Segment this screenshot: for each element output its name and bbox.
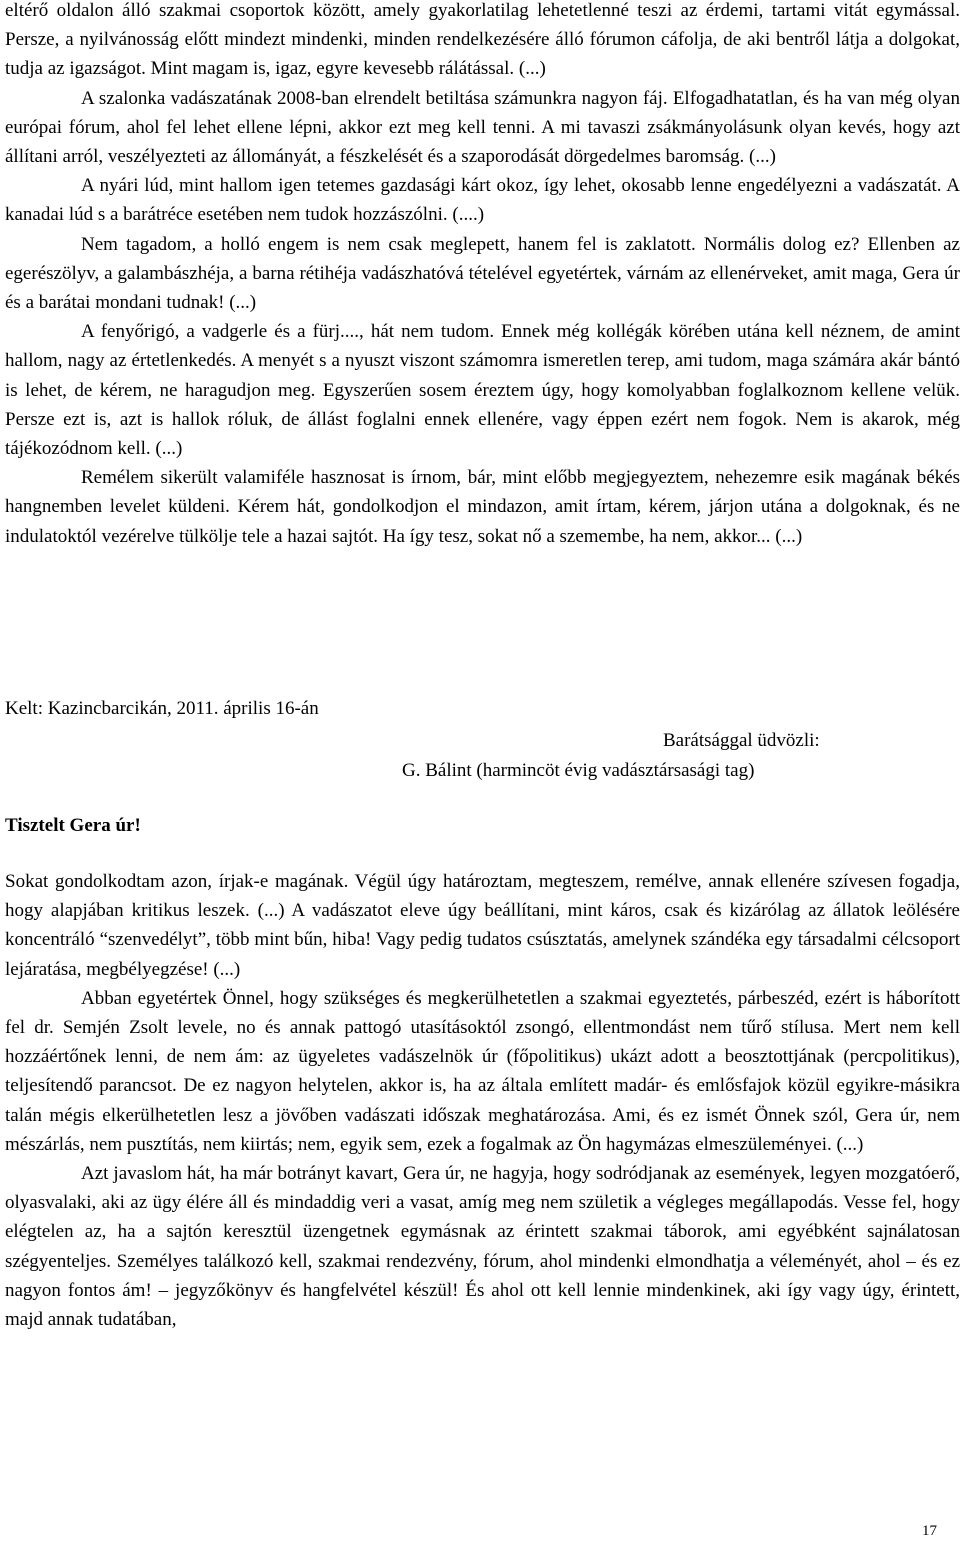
letter1-paragraph-4: Nem tagadom, a holló engem is nem csak meglepett, hanem fel is zaklatott. Normális dolog ez? Ellenben az egerészölyv, a galambászhéja, a barna rétihéja vadászhatóvá tételével egyetértek, várnám az ellenérveket, amit maga, Gera úr és a barátai mondani tudnak! (...) bbox=[5, 233, 960, 314]
letter2-salutation: Tisztelt Gera úr! bbox=[5, 815, 141, 836]
letter1-paragraph-3: A nyári lúd, mint hallom igen tetemes gazdasági kárt okoz, így lehet, okosabb lenne engedélyezni a vadászatát. A kanadai lúd s a barátréce esetében nem tudok hozzászólni. (....) bbox=[5, 175, 960, 226]
letter2-paragraph-1: Sokat gondolkodtam azon, írjak-e magának. Végül úgy határoztam, megteszem, remélve, annak ellenére szívesen fogadja, hogy alapjában kritikus leszek. (...) A vadászatot eleve úgy beállítani, mint káros, csak és kizárólag az állatok leölésére koncentráló “szenvedélyt”, több mint bűn, hiba! Vagy pedig tudatos csúsztatás, amelynek szándéka egy társadalmi célcsoport lejáratása, megbélyegzése! (...) bbox=[5, 871, 960, 980]
letter1-closing: Barátsággal üdvözli: bbox=[663, 730, 820, 751]
letter2-paragraph-2: Abban egyetértek Önnel, hogy szükséges és megkerülhetetlen a szakmai egyeztetés, párbeszéd, ezért is háborított fel dr. Semjén Zsolt levele, no és annak pattogó utasításoktól zsongó, ellentmondást nem tűrő stílusa. Mert nem kell hozzáértőnek lenni, de nem ám: az ügyeletes vadászelnök úr (főpolitikus) ukázt adott a beosztottjának (percpolitikus), teljesítendő parancsot. De ez nagyon helytelen, akkor is, ha az általa említett madár- és emlősfajok közül egyikre-másikra talán mégis elkerülhetetlen lesz a jövőben vadászati időszak meghatározása. Ami, és ez ismét Önnek szól, Gera úr, nem mészárlás, nem pusztítás, nem kiirtás; nem, egyik sem, ezek a fogalmak az Ön hagymázas elmeszüleményei. (...) bbox=[5, 987, 960, 1155]
letter1-signature: G. Bálint (harmincöt évig vadásztársasági tag) bbox=[402, 760, 755, 781]
letter2-paragraph-3: Azt javaslom hát, ha már botrányt kavart, Gera úr, ne hagyja, hogy sodródjanak az események, legyen mozgatóerő, olyasvalaki, aki az ügy élére áll és mindaddig veri a vasat, amíg meg nem születik a végleges megállapodás. Vesse fel, hogy elégtelen az, ha a sajtón keresztül üzengetnek egymásnak az érintett szakmai táborok, ami egyébként sajnálatosan szégyenteljes. Személyes találkozó kell, szakmai rendezvény, fórum, ahol mindenki elmondhatja a véleményét, ahol – és ez nagyon fontos ám! – jegyzőkönyv és hangfelvétel készül! És ahol ott kell lennie mindenkinek, aki így vagy úgy, érintett, majd annak tudatában, bbox=[5, 1163, 960, 1331]
page-number: 17 bbox=[922, 1523, 937, 1539]
letter1-paragraph-1: eltérő oldalon álló szakmai csoportok között, amely gyakorlatilag lehetetlenné teszi az érdemi, tartami vitát egymással. Persze, a nyilvánosság előtt mindezt mindenki, minden rendelkezésére álló fórumon cáfolja, de aki bentről látja a dolgokat, tudja az igazságot. Mint magam is, igaz, egyre kevesebb rálátással. (...) bbox=[5, 0, 960, 80]
letter1-paragraph-5: A fenyőrigó, a vadgerle és a fürj...., hát nem tudom. Ennek még kollégák körében utána kell néznem, de amint hallom, nagy az értetlenkedés. A menyét s a nyuszt viszont számomra ismeretlen terep, ami tudom, maga számára akár bántó is lehet, de kérem, ne haragudjon meg. Egyszerűen sosem éreztem úgy, hogy komolyabban foglalkoznom kellene velük. Persze ezt is, azt is hallok róluk, de állást foglalni ennek ellenére, vagy éppen ezért nem fogok. Nem is akarok, még tájékozódnom kell. (...) bbox=[5, 321, 960, 460]
letter1-paragraph-6: Remélem sikerült valamiféle hasznosat is írnom, bár, mint előbb megjegyeztem, nehezemre esik magának békés hangnemben levelet küldeni. Kérem hát, gondolkodjon el mindazon, amit írtam, kérem, járjon utána a dolgoknak, és ne indulatoktól vezérelve tülkölje tele a hazai sajtót. Ha így tesz, sokat nő a szemembe, ha nem, akkor... (...) bbox=[5, 467, 960, 547]
letter2-body bbox=[5, 867, 960, 1334]
letter1-paragraph-2: A szalonka vadászatának 2008-ban elrendelt betiltása számunkra nagyon fáj. Elfogadhatatlan, és ha van még olyan európai fórum, ahol fel lehet ellene lépni, akkor ezt meg kell tenni. A mi tavaszi zsákmányolásunk olyan kevés, hogy azt állítani arról, veszélyezteti az állományát, a fészkelését és a szaporodását dörgedelmes baromság. (...) bbox=[5, 87, 960, 168]
document-page bbox=[5, 0, 960, 1331]
letter1-date: Kelt: Kazincbarcikán, 2011. április 16-án bbox=[5, 698, 319, 719]
